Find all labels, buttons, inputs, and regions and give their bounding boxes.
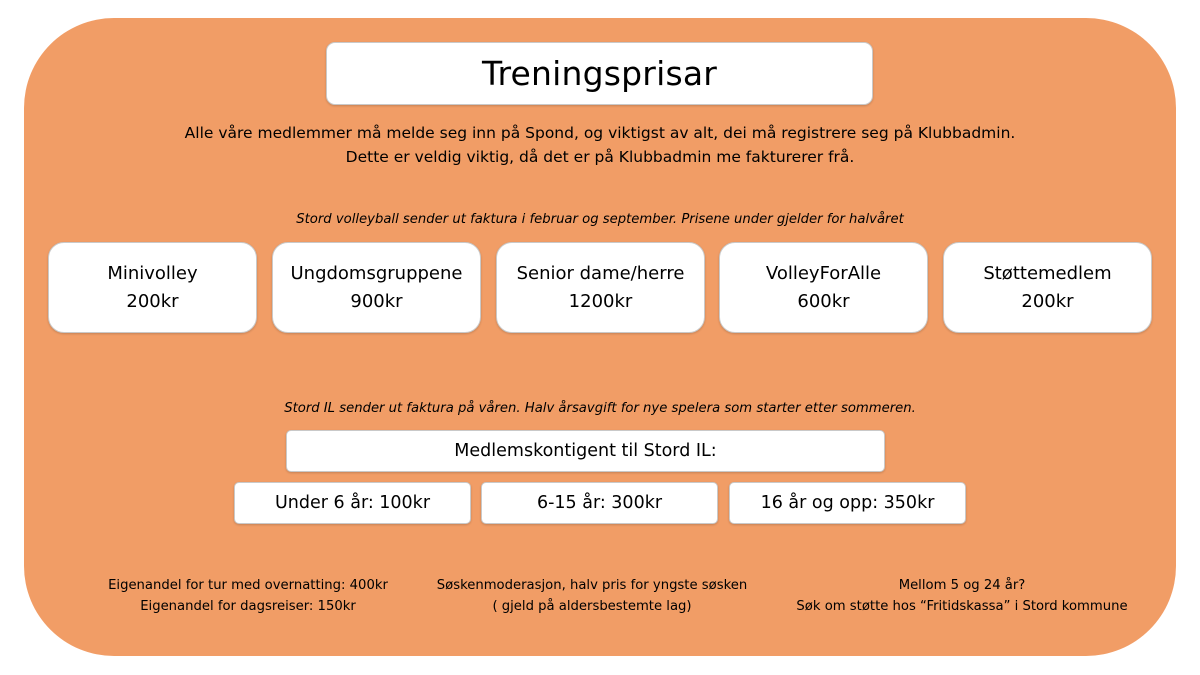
footer-sibling-line-1: Søskenmoderasjon, halv pris for yngste søsken: [436, 578, 748, 593]
stord-il-invoice-note: Stord IL sender ut faktura på våren. Halv årsavgift for nye spelera som starter etter sommeren.: [284, 401, 916, 416]
background-panel: [24, 18, 1176, 656]
price-card-ungdomsgruppene: [272, 242, 481, 333]
footer-support-line-1: Mellom 5 og 24 år?: [898, 578, 1026, 593]
membership-tier-16-plus: [729, 482, 966, 524]
price-card-name: VolleyForAlle: [765, 262, 882, 284]
footer-support-line-2: Søk om støtte hos “Fritidskassa” i Stord kommune: [796, 599, 1128, 614]
price-card-name: Støttemedlem: [983, 262, 1112, 284]
price-card-price: 200kr: [1021, 290, 1074, 312]
price-card-minivolley: [48, 242, 257, 333]
price-card-senior: [496, 242, 705, 333]
footer-trip-fees: [88, 575, 408, 617]
price-card-price: 200kr: [126, 290, 179, 312]
page-title: Treningsprisar: [481, 54, 718, 93]
intro-line-1: Alle våre medlemmer må melde seg inn på Spond, og viktigst av alt, dei må registrere seg på Klubbadmin.: [184, 124, 1016, 142]
footer-trip-overnight: Eigenandel for tur med overnatting: 400kr: [108, 578, 388, 593]
price-card-price: 900kr: [350, 290, 403, 312]
price-card-name: Minivolley: [107, 262, 198, 284]
membership-tier-label: Under 6 år: 100kr: [274, 493, 431, 513]
intro-line-2: Dette er veldig viktig, då det er på Klubbadmin me fakturerer frå.: [345, 148, 855, 166]
price-card-name: Ungdomsgruppene: [290, 262, 463, 284]
membership-tier-label: 16 år og opp: 350kr: [760, 493, 935, 513]
volleyball-invoice-note: Stord volleyball sender ut faktura i februar og september. Prisene under gjelder for halvåret: [296, 212, 904, 227]
footer-sibling-discount: [420, 575, 764, 617]
price-card-price: 600kr: [797, 290, 850, 312]
membership-header-box: [286, 430, 885, 472]
membership-header: Medlemskontigent til Stord IL:: [454, 441, 717, 461]
footer-sibling-line-2: ( gjeld på aldersbestemte lag): [492, 599, 692, 614]
price-card-name: Senior dame/herre: [516, 262, 685, 284]
membership-tier-6-15: [481, 482, 718, 524]
footer-trip-day: Eigenandel for dagsreiser: 150kr: [140, 599, 356, 614]
title-box: [326, 42, 873, 105]
price-card-volleyforalle: [719, 242, 928, 333]
price-card-stottemedlem: [943, 242, 1152, 333]
membership-tier-label: 6-15 år: 300kr: [536, 493, 663, 513]
price-card-price: 1200kr: [568, 290, 633, 312]
footer-fritidskassa: [772, 575, 1152, 617]
membership-tier-under-6: [234, 482, 471, 524]
